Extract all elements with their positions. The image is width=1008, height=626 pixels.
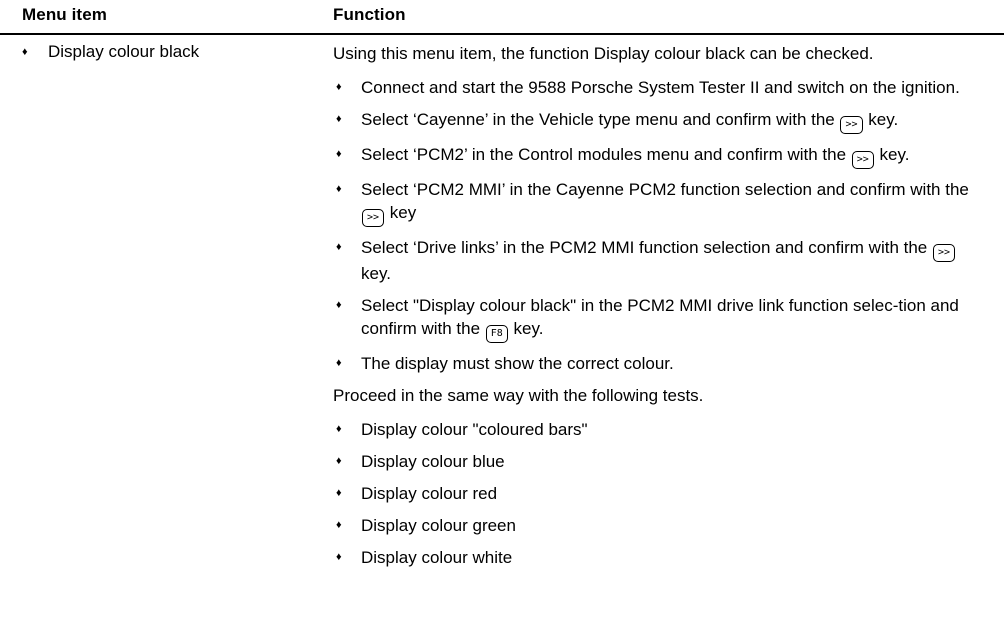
menu-item-label: Display colour black — [48, 42, 200, 61]
list-item — [333, 143, 973, 169]
column-header-function: Function — [333, 5, 406, 24]
forward-key-icon: >> — [362, 209, 384, 227]
diamond-bullet-icon: ♦ — [336, 551, 342, 563]
list-item — [333, 514, 973, 537]
forward-key-icon: >> — [933, 244, 955, 262]
diamond-bullet-icon: ♦ — [336, 113, 342, 125]
list-item — [333, 236, 973, 285]
menu-item-entry — [22, 42, 199, 62]
step-text-end: key. — [508, 319, 544, 338]
list-item — [333, 418, 973, 441]
step-text-end: key — [385, 203, 417, 222]
test-label: Display colour red — [361, 484, 498, 503]
function-description — [333, 42, 973, 578]
diamond-bullet-icon: ♦ — [22, 46, 28, 58]
list-item — [333, 108, 973, 134]
list-item — [333, 450, 973, 473]
step-text: The display must show the correct colour. — [361, 354, 674, 373]
test-label: Display colour "coloured bars" — [361, 420, 588, 439]
forward-key-icon: >> — [840, 116, 862, 134]
following-tests-list — [333, 418, 973, 569]
forward-key-icon: >> — [852, 151, 874, 169]
diamond-bullet-icon: ♦ — [336, 299, 342, 311]
diamond-bullet-icon: ♦ — [336, 148, 342, 160]
list-item — [333, 546, 973, 569]
test-label: Display colour blue — [361, 452, 505, 471]
step-text: Select "Display colour black" in the PCM2 MMI drive link function selec-tion and confirm with the — [361, 296, 959, 338]
step-text: Select ‘PCM2’ in the Control modules menu and confirm with the — [361, 145, 851, 164]
diamond-bullet-icon: ♦ — [336, 241, 342, 253]
diamond-bullet-icon: ♦ — [336, 81, 342, 93]
step-text-end: key. — [863, 110, 899, 129]
step-text: Select ‘Drive links’ in the PCM2 MMI function selection and confirm with the — [361, 238, 932, 257]
column-header-menu-item: Menu item — [22, 5, 107, 24]
test-label: Display colour green — [361, 516, 516, 535]
header-divider — [0, 33, 1004, 35]
f8-key-icon: F8 — [486, 325, 508, 343]
step-text: Select ‘PCM2 MMI’ in the Cayenne PCM2 function selection and confirm with the — [361, 180, 969, 199]
step-text: Select ‘Cayenne’ in the Vehicle type menu and confirm with the — [361, 110, 840, 129]
diamond-bullet-icon: ♦ — [336, 357, 342, 369]
procedure-steps — [333, 76, 973, 375]
step-text-end: key. — [361, 264, 391, 283]
list-item — [333, 294, 973, 343]
step-text: Connect and start the 9588 Porsche System Tester II and switch on the ignition. — [361, 78, 960, 97]
diamond-bullet-icon: ♦ — [336, 423, 342, 435]
proceed-note: Proceed in the same way with the following tests. — [333, 386, 704, 405]
list-item — [333, 76, 973, 99]
list-item — [333, 482, 973, 505]
list-item — [333, 178, 973, 227]
test-label: Display colour white — [361, 548, 513, 567]
list-item — [333, 352, 973, 375]
diamond-bullet-icon: ♦ — [336, 455, 342, 467]
function-intro: Using this menu item, the function Display colour black can be checked. — [333, 44, 874, 63]
step-text-end: key. — [874, 145, 910, 164]
diamond-bullet-icon: ♦ — [336, 183, 342, 195]
diamond-bullet-icon: ♦ — [336, 519, 342, 531]
diamond-bullet-icon: ♦ — [336, 487, 342, 499]
